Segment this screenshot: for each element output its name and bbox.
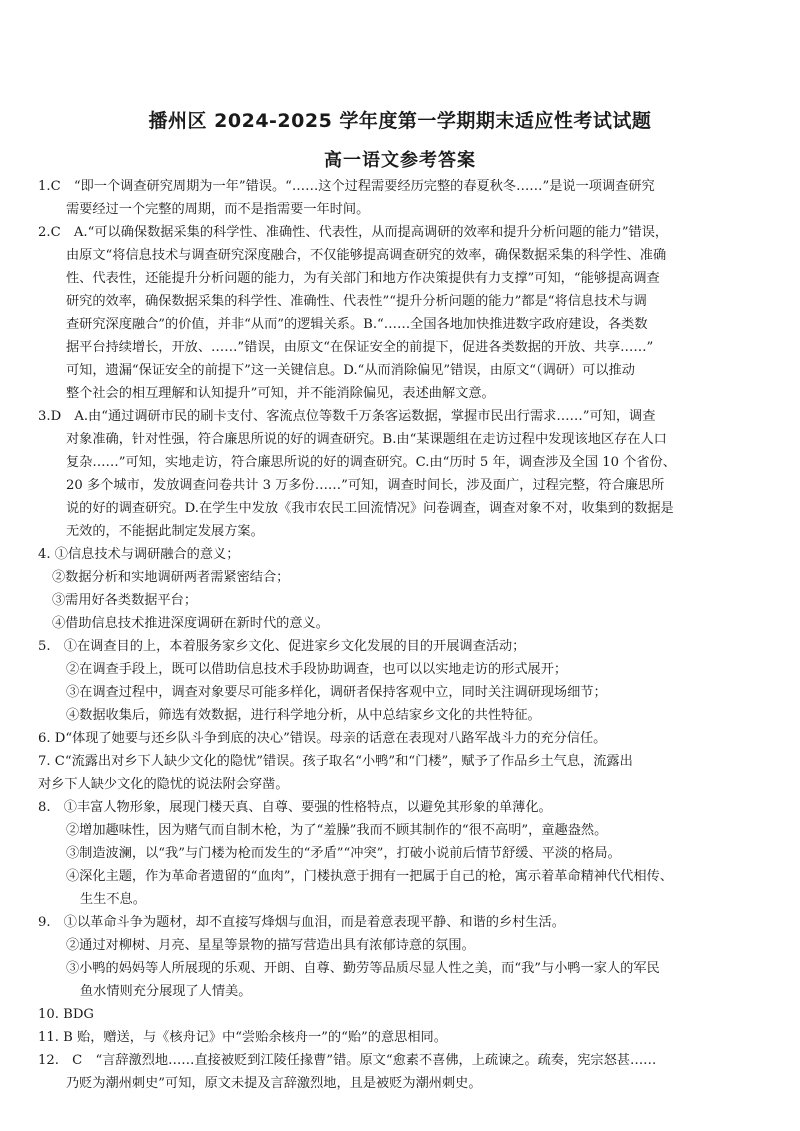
answer-line: ③在调查过程中，调查对象要尽可能多样化，调研者保持客观中立，同时关注调研现场细节；	[66, 685, 607, 700]
answer-line: 说的好的调查研究。D.在学生中发放《我市农民工回流情况》问卷调查，调查对象不对，收集到的数据是	[66, 501, 674, 516]
answer-line: 无效的，不能据此制定发展方案。	[66, 524, 264, 539]
answer-line: 12. C “言辞激烈地……直接被贬到江陵任掾曹”错。原文“愈素不喜佛，上疏谏之。疏奏，宪宗怒甚……	[38, 1053, 657, 1068]
answer-line: 9. ①以革命斗争为题材，却不直接写烽烟与血泪，而是着意表现平静、和谐的乡村生活。	[38, 915, 565, 930]
answer-line: 可知，遗漏“保证安全的前提下”这一关键信息。D.“从而消除偏见”错误，由原文“（调研）可以推动	[66, 363, 635, 378]
answer-line: ②通过对柳树、月亮、星星等景物的描写营造出具有浓郁诗意的氛围。	[66, 938, 475, 953]
answer-line: 4. ①信息技术与调研融合的意义；	[38, 547, 240, 562]
answer-line: 由原文“将信息技术与调查研究深度融合，不仅能够提高调查研究的效率，确保数据采集的科学性、准确	[66, 248, 667, 263]
answer-line: 10. BDG	[38, 1007, 94, 1022]
answer-line: ②数据分析和实地调研两者需紧密结合；	[52, 570, 290, 585]
answer-line: 11. B 贻，赠送，与《核舟记》中“尝贻余核舟一”的“贻”的意思相同。	[38, 1030, 447, 1045]
answer-line: 8. ①丰富人物形象，展现门楼天真、自尊、要强的性格特点，以避免其形象的单薄化。	[38, 800, 552, 815]
answer-line: 2.C A.“可以确保数据采集的科学性、准确性、代表性，从而提高调研的效率和提升分析问题的能力”错误，	[38, 225, 669, 240]
answer-line: ②在调查手段上，既可以借助信息技术手段协助调查，也可以以实地走访的形式展开；	[66, 662, 568, 677]
answer-line: 5. ①在调查目的上，本着服务家乡文化、促进家乡文化发展的目的开展调查活动；	[38, 639, 526, 654]
answer-line: 研究的效率，确保数据采集的科学性、准确性、代表性”“提升分析问题的能力”都是“将信息技术与调	[66, 294, 647, 309]
answer-line: 3.D A.由“通过调研市民的刷卡支付、客流点位等数千万条客运数据，掌握市民出行需求……”可知，调查	[38, 409, 656, 424]
answer-line: 需要经过一个完整的周期，而不是指需要一年时间。	[66, 202, 370, 217]
answer-line: 对乡下人缺少文化的隐忧的说法附会穿凿。	[38, 777, 289, 792]
answer-line: ③制造波澜，以“我”与门楼为枪而发生的“矛盾”“冲突”，打破小说前后情节舒缓、平淡的格局。	[66, 846, 621, 861]
answer-line: ③需用好各类数据平台；	[52, 593, 198, 608]
answer-line: 复杂……”可知，实地走访，符合廉思所说的好的调查研究。C.由“历时 5 年，调查涉及全国 10 个省份、	[66, 455, 676, 470]
answer-line: 乃贬为潮州刺史”可知，原文未提及言辞激烈地，且是被贬为潮州刺史。	[66, 1076, 482, 1091]
answer-line: 鱼水情则充分展现了人情美。	[80, 984, 252, 999]
answer-line: 生生不息。	[80, 892, 146, 907]
answer-line: 据平台持续增长，开放、……”错误，由原文“在保证安全的前提下，促进各类数据的开放、共享……”	[66, 340, 654, 355]
answer-line: 20 多个城市，发放调查问卷共计 3 万多份……”可知，调查时间长，涉及面广，过程完整，符合廉思所	[66, 478, 665, 493]
answer-line: 6. D“体现了她要与还乡队斗争到底的决心”错误。母亲的话意在表现对八路军战斗力的充分信任。	[38, 731, 607, 746]
answer-line: ②增加趣味性，因为赌气而自制木枪，为了“羞臊”我而不顾其制作的“很不高明”，童趣盎然。	[66, 823, 608, 838]
answer-line: 1.C “即一个调查研究周期为一年”错误。“……这个过程需要经历完整的春夏秋冬……”是说一项调查研究	[38, 179, 655, 194]
answer-line: 性、代表性，还能提升分析问题的能力，为有关部门和地方作决策提供有力支撑”可知，“能够提高调查	[66, 271, 660, 286]
answer-line: ④借助信息技术推进深度调研在新时代的意义。	[52, 616, 329, 631]
page-title: 播州区 2024-2025 学年度第一学期期末适应性考试试题	[148, 110, 652, 132]
answer-line: ④深化主题，作为革命者遗留的“血肉”，门楼执意于拥有一把属于自己的枪，寓示着革命精神代代相传、	[66, 869, 673, 884]
answer-line: ③小鸭的妈妈等人所展现的乐观、开朗、自尊、勤劳等品质尽显人性之美，而“我”与小鸭一家人的军民	[66, 961, 660, 976]
answer-line: 对象准确，针对性强，符合廉思所说的好的调查研究。B.由“某课题组在走访过程中发现该地区存在人口	[66, 432, 667, 447]
answer-line: ④数据收集后，筛选有效数据，进行科学地分析，从中总结家乡文化的共性特征。	[66, 708, 541, 723]
answer-line: 整个社会的相互理解和认知提升”可知，并不能消除偏见，表述曲解文意。	[66, 386, 495, 401]
page-subtitle: 高一语文参考答案	[324, 150, 476, 171]
answer-line: 查研究深度融合”的价值，并非“从而”的逻辑关系。B.“……全国各地加快推进数字政府建设，各类数	[66, 317, 648, 332]
answer-line: 7. C“流露出对乡下人缺少文化的隐忧”错误。孩子取名“小鸭”和“门楼”，赋予了作品乡土气息，流露出	[38, 754, 633, 769]
